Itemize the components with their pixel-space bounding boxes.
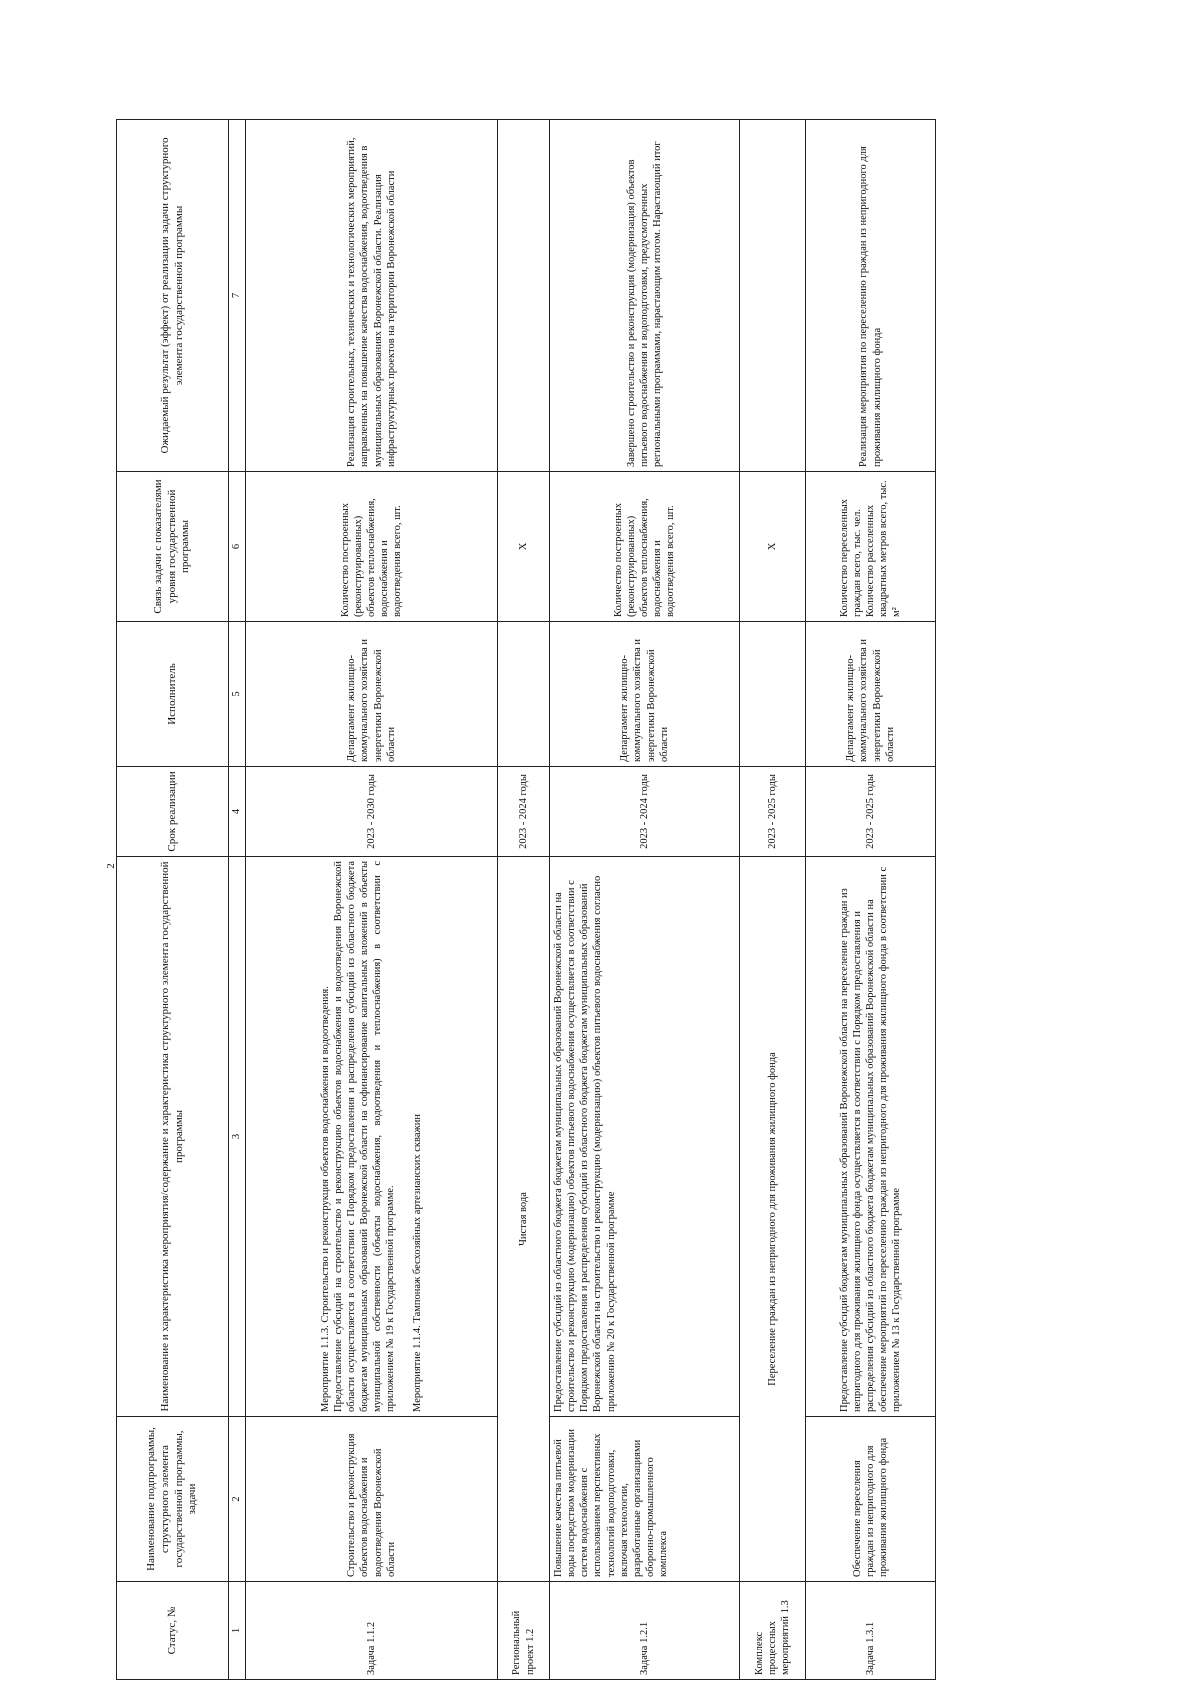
header-executor: Исполнитель [117,622,229,767]
header-status: Статус, № [117,1582,229,1680]
description-paragraph: Предоставление субсидий на строительство и реконструкцию объектов водоснабжения и водоотведения Воронежской области осуществляется в соответствии с Порядком предоставления и распределения субсидий из областного бюджета бюджетам муниципальных образований Воронежской области на софинансирование капитальных вложений в объекты муниципальной собственности (объекты водоснабжения, водоотведения и теплоснабжения) в соответствии с приложением № 19 к Государственной программе. [332,861,397,1412]
header-row [117,120,229,1680]
row-status: Задача 1.1.2 [246,1582,498,1680]
column-number: 3 [229,857,246,1417]
description-paragraph: Мероприятие 1.1.4. Тампонаж бесхозяйных артезианских скважин [412,1114,424,1412]
row-term: 2023 - 2024 годы [550,767,740,857]
row-status: Задача 1.3.1 [806,1582,936,1680]
row-status: Региональный проект 1.2 [498,1582,550,1680]
row-expected-result-empty [498,120,550,472]
row-indicator-link: Х [740,472,806,622]
row-status: Комплекс процессных мероприятий 1.3 [740,1582,806,1680]
header-subprogram: Наименование подпрограммы, структурного элемента государственной программы, задачи [117,1417,229,1582]
row-indicator-link: Количество переселенных граждан всего, тыс. чел. Количество расселенных квадратных метров всего, тыс. м² [806,472,936,622]
header-indicator-link: Связь задачи с показателями уровня государственной программы [117,472,229,622]
table-row [498,120,550,1680]
column-number-row [229,120,246,1680]
table-row [740,120,806,1680]
row-description: Предоставление субсидий бюджетам муниципальных образований Воронежской области на переселение граждан из непригодного для проживания жилищного фонда осуществляется в соответствии с Порядком предоставления и распределения субсидий из областного бюджета бюджетам муниципальных образований Воронежской области на обеспечение мероприятий по переселению граждан из непригодного для проживания жилищного фонда в соответствии с приложением № 13 к Государственной программе [806,857,936,1417]
row-title: Чистая вода [498,857,550,1582]
header-term: Срок реализации [117,767,229,857]
header-expected-result: Ожидаемый результат (эффект) от реализации задачи структурного элемента государственной программы [117,120,229,472]
row-name: Строительство и реконструкция объектов водоснабжения и водоотведения Воронежской области [246,1417,498,1582]
row-expected-result-empty [740,120,806,472]
row-expected-result: Реализация строительных, технических и технологических мероприятий, направленных на повышение качества водоснабжения, водоотведения в муниципальных образованиях Воронежской области. Реализация инфраструктурных проектов на территории Воронежской области [246,120,498,472]
column-number: 4 [229,767,246,857]
row-term: 2023 - 2025 годы [740,767,806,857]
row-indicator-link: Х [498,472,550,622]
column-number: 5 [229,622,246,767]
row-name: Повышение качества питьевой воды посредством модернизации систем водоснабжения с использованием перспективных технологий водоподготовки, включая технологии, разработанные организациями оборонно-промышленного комплекса [550,1417,740,1582]
description-paragraph: Мероприятие 1.1.3. Строительство и реконструкция объектов водоснабжения и водоотведения. [319,986,331,1412]
row-executor: Департамент жилищно-коммунального хозяйства и энергетики Воронежской области [550,622,740,767]
table-row [806,120,936,1680]
column-number: 6 [229,472,246,622]
header-measure: Наименование и характеристика мероприятия/содержание и характеристика структурного элемента государственной программы [117,857,229,1417]
row-executor-empty [740,622,806,767]
row-executor: Департамент жилищно-коммунального хозяйства и энергетики Воронежской области [246,622,498,767]
column-number: 7 [229,120,246,472]
row-indicator-link: Количество построенных (реконструированных) объектов теплоснабжения, водоснабжения и водоотведения всего, шт. [246,472,498,622]
row-description: Предоставление субсидий из областного бюджета бюджетам муниципальных образований Воронежской области на строительство и реконструкцию (модернизацию) объектов питьевого водоснабжения осуществляется в соответствии с Порядком предоставления и распределения субсидий из областного бюджета бюджетам муниципальных образований Воронежской области на строительство и реконструкцию (модернизацию) объектов питьевого водоснабжения согласно приложению № 20 к Государственной программе [550,857,740,1417]
page-number: 2 [104,863,117,869]
row-title: Переселение граждан из непригодного для проживания жилищного фонда [740,857,806,1582]
row-term: 2023 - 2025 годы [806,767,936,857]
row-term: 2023 - 2024 годы [498,767,550,857]
column-number: 1 [229,1582,246,1680]
rotated-table-page [116,120,1066,1680]
column-number: 2 [229,1417,246,1582]
row-indicator-link: Количество построенных (реконструированных) объектов теплоснабжения, водоснабжения и водоотведения всего, шт. [550,472,740,622]
table-row [550,120,740,1680]
row-executor: Департамент жилищно-коммунального хозяйства и энергетики Воронежской области [806,622,936,767]
row-name: Обеспечение переселения граждан из непригодного для проживания жилищного фонда [806,1417,936,1582]
row-expected-result: Реализация мероприятия по переселению граждан из непригодного для проживания жилищного фонда [806,120,936,472]
row-description [246,857,498,1417]
row-status: Задача 1.2.1 [550,1582,740,1680]
row-term: 2023 - 2030 годы [246,767,498,857]
row-expected-result: Завершено строительство и реконструкция (модернизация) объектов питьевого водоснабжения и водоподготовки, предусмотренных региональными программами, нарастающим итогом. Нарастающий итог [550,120,740,472]
row-executor-empty [498,622,550,767]
program-table [116,119,936,1680]
table-row [246,120,498,1680]
